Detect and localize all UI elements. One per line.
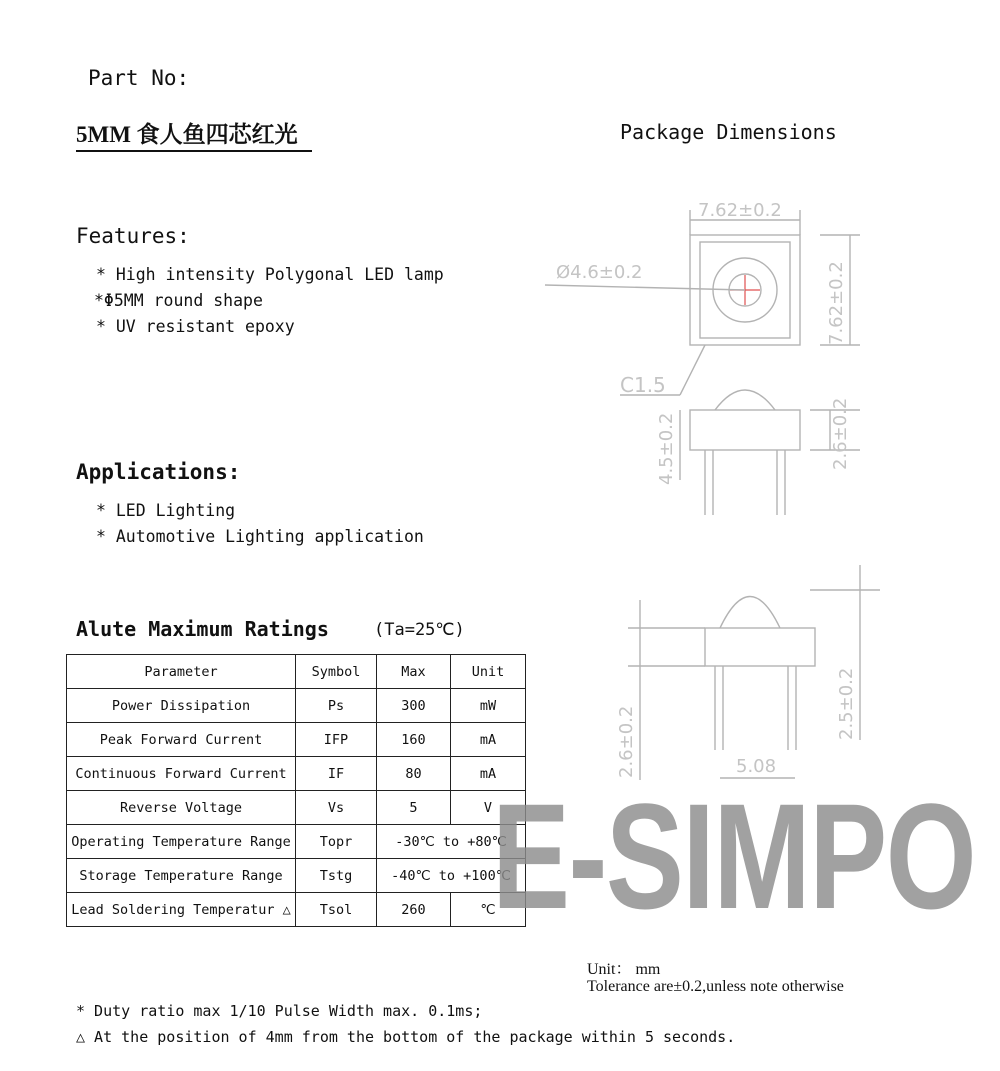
- feature-item: * High intensity Polygonal LED lamp: [96, 265, 444, 284]
- ratings-condition: (Ta=25℃): [374, 620, 465, 640]
- footnote: * Duty ratio max 1/10 Pulse Width max. 0.1ms;: [76, 1002, 483, 1020]
- column-header: Parameter: [67, 655, 296, 689]
- unit-cell: ℃: [451, 893, 526, 927]
- max-cell: 5: [377, 791, 451, 825]
- dim-lead-side-label: 2.6±0.2: [616, 705, 637, 778]
- symbol-cell: Tsol: [296, 893, 377, 927]
- unit-cell: mA: [451, 757, 526, 791]
- table-header-row: [67, 655, 526, 689]
- table-row: [67, 689, 526, 723]
- parameter-cell: Reverse Voltage: [67, 791, 296, 825]
- parameter-cell: Peak Forward Current: [67, 723, 296, 757]
- table-row: [67, 723, 526, 757]
- footnote: △ At the position of 4mm from the bottom of the package within 5 seconds.: [76, 1028, 736, 1046]
- symbol-cell: Vs: [296, 791, 377, 825]
- dim-lens-height-label: 4.5±0.2: [656, 412, 677, 485]
- symbol-cell: Ps: [296, 689, 377, 723]
- dim-pitch-label: 5.08: [736, 756, 777, 777]
- dim-lens-label: Ø4.6±0.2: [556, 262, 643, 283]
- feature-item: *Φ5MM round shape: [94, 291, 263, 310]
- feature-item: * UV resistant epoxy: [96, 317, 295, 336]
- max-cell: 300: [377, 689, 451, 723]
- dim-chamfer-label: C1.5: [620, 373, 666, 397]
- package-drawing: [540, 180, 900, 800]
- watermark: E-SIMPO: [492, 772, 976, 940]
- symbol-cell: IFP: [296, 723, 377, 757]
- symbol-cell: Topr: [296, 825, 377, 859]
- parameter-cell: Storage Temperature Range: [67, 859, 296, 893]
- symbol-cell: IF: [296, 757, 377, 791]
- parameter-cell: Lead Soldering Temperatur △: [67, 893, 296, 927]
- tolerance-note: Tolerance are±0.2,unless note otherwise: [587, 978, 844, 995]
- part-no-label: Part No:: [88, 66, 190, 90]
- unit-note: Unit： mm: [587, 961, 661, 978]
- table-row: [67, 859, 526, 893]
- unit-cell: mW: [451, 689, 526, 723]
- package-dimensions-heading: Package Dimensions: [620, 120, 837, 144]
- table-row: [67, 893, 526, 927]
- max-cell: 260: [377, 893, 451, 927]
- range-cell: -30℃ to +80℃: [377, 825, 526, 859]
- unit-cell: V: [451, 791, 526, 825]
- symbol-cell: Tstg: [296, 859, 377, 893]
- parameter-cell: Operating Temperature Range: [67, 825, 296, 859]
- application-item: * Automotive Lighting application: [96, 527, 424, 546]
- table-row: [67, 825, 526, 859]
- parameter-cell: Power Dissipation: [67, 689, 296, 723]
- table-row: [67, 791, 526, 825]
- top-view: [545, 210, 860, 395]
- unit-cell: mA: [451, 723, 526, 757]
- features-heading: Features:: [76, 224, 190, 248]
- ratings-table: [66, 654, 526, 927]
- dim-lead-right-label: 2.5±0.2: [836, 667, 857, 740]
- dim-body-label: 2.6±0.2: [830, 397, 851, 470]
- column-header: Symbol: [296, 655, 377, 689]
- max-cell: 80: [377, 757, 451, 791]
- column-header: Unit: [451, 655, 526, 689]
- dim-height-label: 7.62±0.2: [826, 261, 847, 345]
- ratings-heading: Alute Maximum Ratings: [76, 617, 329, 641]
- applications-heading: Applications:: [76, 460, 241, 484]
- product-title: 5MM 食人鱼四芯红光: [76, 116, 312, 152]
- parameter-cell: Continuous Forward Current: [67, 757, 296, 791]
- range-cell: -40℃ to +100℃: [377, 859, 526, 893]
- dim-width-label: 7.62±0.2: [698, 200, 782, 221]
- table-row: [67, 757, 526, 791]
- column-header: Max: [377, 655, 451, 689]
- max-cell: 160: [377, 723, 451, 757]
- application-item: * LED Lighting: [96, 501, 236, 520]
